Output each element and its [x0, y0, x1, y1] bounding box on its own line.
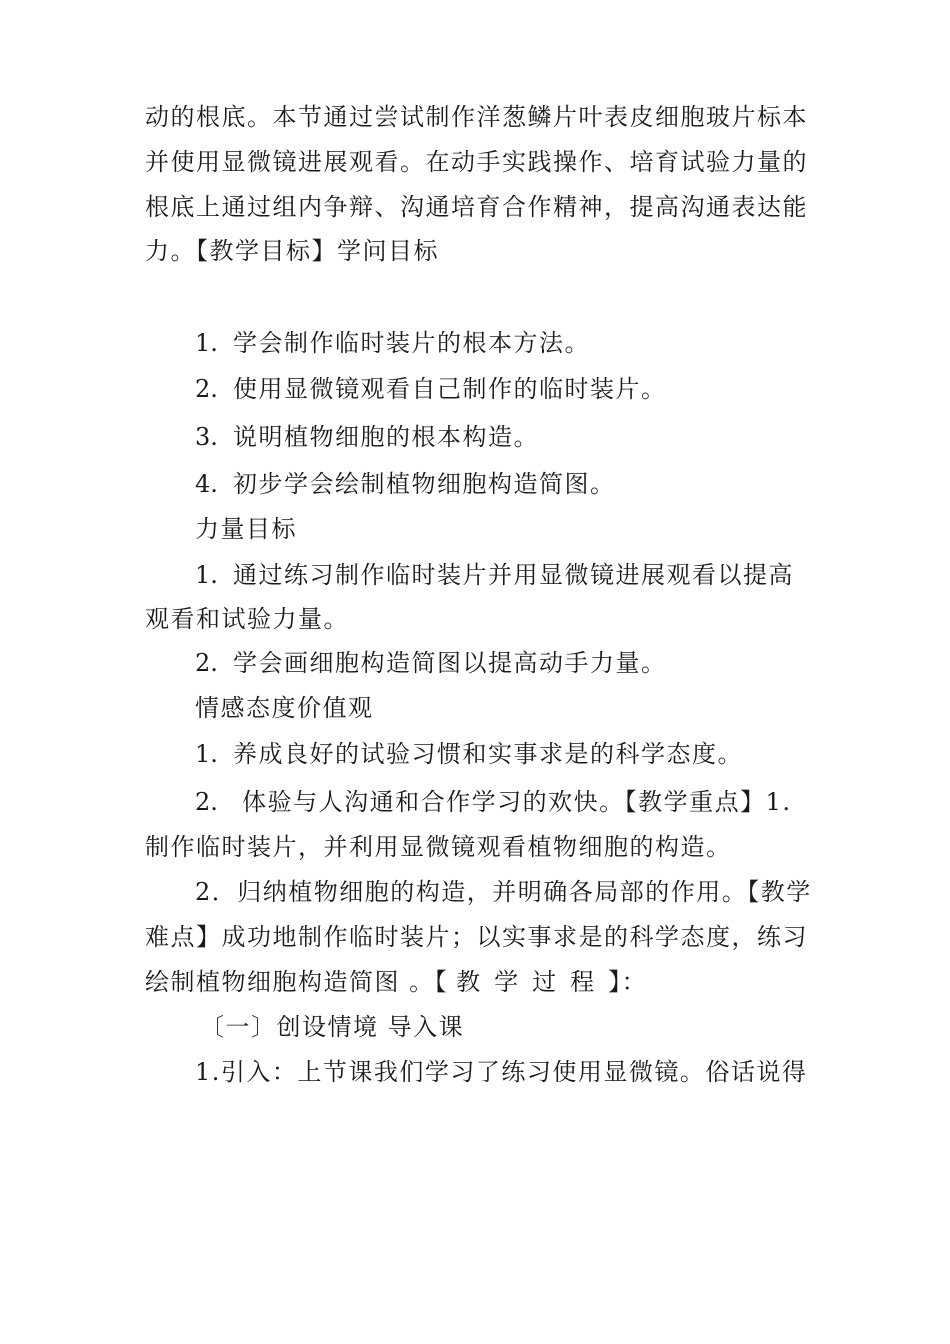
emotion-goal-item-2-continued: 制作临时装片，并利用显微镜观看植物细胞的构造。 — [145, 833, 732, 861]
list-number: 2. — [195, 375, 218, 403]
section-heading: 〔一〕创设情境 导入课 — [200, 1013, 465, 1041]
list-text: 体验与人沟通和合作学习的欢快。【教学重点】1. — [233, 788, 792, 816]
list-number: 1. — [195, 561, 218, 589]
list-number: 1. — [195, 740, 218, 768]
intro-line-3: 根底上通过组内争辩、沟通培育合作精神，提高沟通表达能 — [145, 193, 808, 221]
ability-goal-item-1-continued: 观看和试验力量。 — [145, 605, 349, 633]
list-number: 3. — [195, 423, 218, 451]
ability-goal-item-2 — [195, 647, 667, 679]
key-point-line-2: 难点】成功地制作临时装片；以实事求是的科学态度，练习 — [145, 923, 808, 951]
intro-line-4: 力。【教学目标】学问目标 — [145, 237, 439, 265]
intro-line-2: 并使用显微镜进展观看。在动手实践操作、培育试验力量的 — [145, 148, 808, 176]
key-point-line-3-end: 】： — [608, 968, 648, 996]
list-number: 2. — [195, 649, 218, 677]
ability-heading: 力量目标 — [195, 515, 297, 543]
key-point-line-1: 2．归纳植物细胞的构造，并明确各局部的作用。【教学 — [195, 878, 812, 906]
list-number: 1. — [195, 329, 218, 357]
key-point-line-3 — [145, 966, 647, 998]
knowledge-goal-item — [195, 468, 616, 500]
emotion-goal-item-2 — [195, 786, 792, 818]
emotion-goal-item-1 — [195, 738, 743, 770]
list-text: 说明植物细胞的根本构造。 — [233, 423, 539, 451]
list-text: 学会制作临时装片的根本方法。 — [233, 329, 590, 357]
list-text: 通过练习制作临时装片并用显微镜进展观看以提高 — [233, 561, 794, 589]
intro-line-1: 动的根底。本节通过尝试制作洋葱鳞片叶表皮细胞玻片标本 — [145, 103, 808, 131]
list-text: 初步学会绘制植物细胞构造简图。 — [233, 470, 616, 498]
key-point-line-3-start: 绘制植物细胞构造简图 。【 — [145, 968, 449, 996]
list-number: 2. — [195, 788, 218, 816]
process-intro-line: 1.引入：上节课我们学习了练习使用显微镜。俗话说得 — [195, 1058, 808, 1086]
knowledge-goal-item — [195, 421, 539, 453]
list-text: 养成良好的试验习惯和实事求是的科学态度。 — [233, 740, 743, 768]
list-number: 4. — [195, 470, 218, 498]
teaching-process-heading: 教学过程 — [456, 968, 609, 996]
ability-goal-item-1 — [195, 559, 794, 591]
list-text: 学会画细胞构造简图以提高动手力量。 — [233, 649, 667, 677]
emotion-heading: 情感态度价值观 — [195, 694, 374, 722]
knowledge-goal-item — [195, 373, 667, 405]
knowledge-goal-item — [195, 327, 590, 359]
list-text: 使用显微镜观看自己制作的临时装片。 — [233, 375, 667, 403]
